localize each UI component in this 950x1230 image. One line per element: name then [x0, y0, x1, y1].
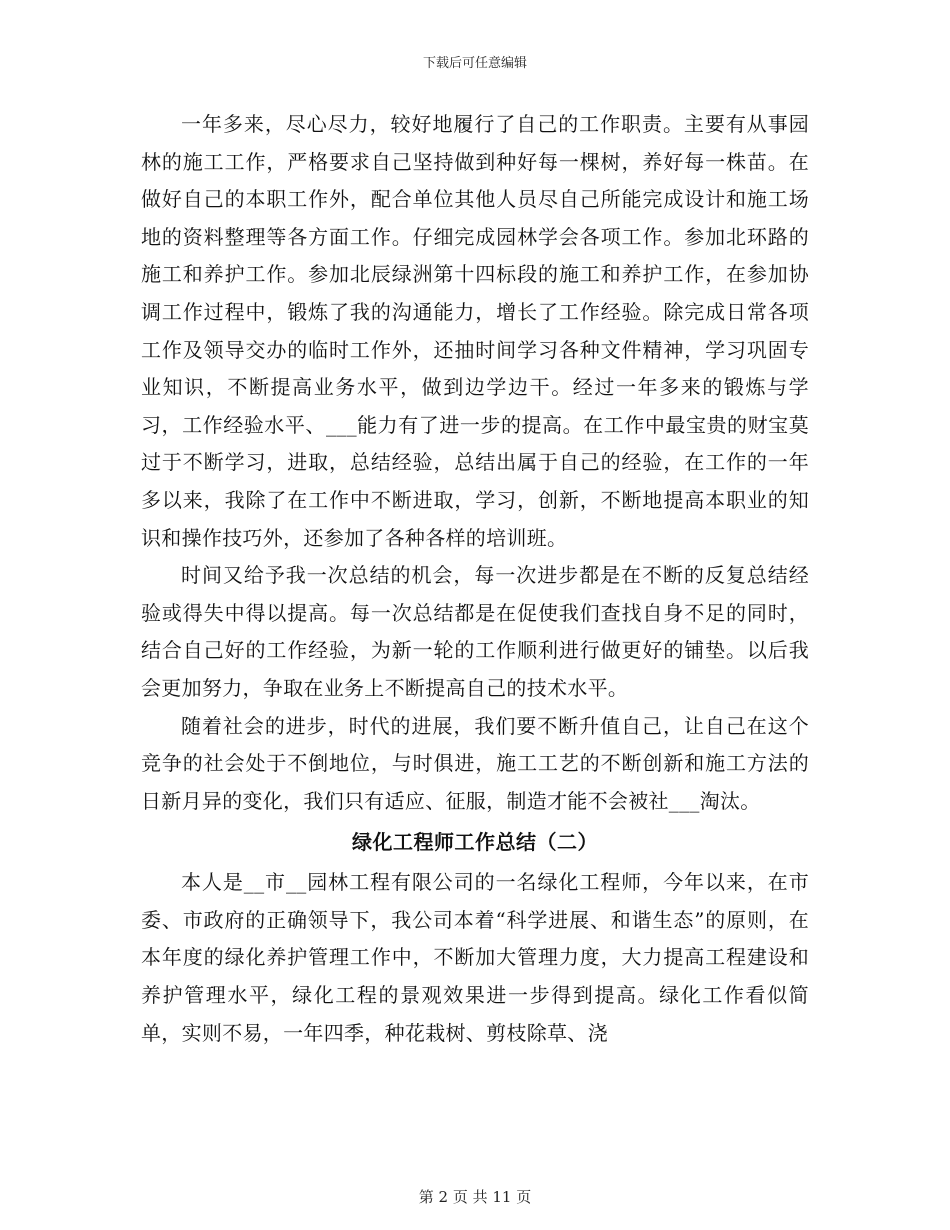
paragraph-2: 时间又给予我一次总结的机会，每一次进步都是在不断的反复总结经验或得失中得以提高。每一次总结都是在促使我们查找自身不足的同时，结合自己好的工作经验，为新一轮的工作顺利进行做更好的铺垫。以后我会更加努力，争取在业务上不断提高自己的技术水平。: [141, 563, 809, 700]
paragraph-3: 随着社会的进步，时代的进展，我们要不断升值自己，让自己在这个竞争的社会处于不倒地位，与时俱进，施工工艺的不断创新和施工方法的日新月异的变化，我们只有适应、征服，制造才能不会被社___淘汰。: [141, 713, 809, 813]
page-header: 下载后可任意编辑: [422, 56, 527, 71]
paragraph-1: 一年多来，尽心尽力，较好地履行了自己的工作职责。主要有从事园林的施工工作，严格要求自己坚持做到种好每一棵树，养好每一株苗。在做好自己的本职工作外，配合单位其他人员尽自己所能完成设计和施工场地的资料整理等各方面工作。仔细完成园林学会各项工作。参加北环路的施工和养护工作。参加北辰绿洲第十四标段的施工和养护工作，在参加协调工作过程中，锻炼了我的沟通能力，增长了工作经验。除完成日常各项工作及领导交办的临时工作外，还抽时间学习各种文件精神，学习巩固专业知识，不断提高业务水平，做到边学边干。经过一年多来的锻炼与学习，工作经验水平、___能力有了进一步的提高。在工作中最宝贵的财宝莫过于不断学习，进取，总结经验，总结出属于自己的经验，在工作的一年多以来，我除了在工作中不断进取，学习，创新，不断地提高本职业的知识和操作技巧外，还参加了各种各样的培训班。: [141, 112, 809, 550]
page-footer: 第 2 页 共 11 页: [418, 1188, 532, 1206]
section-title: 绿化工程师工作总结（二）: [352, 830, 598, 855]
section-paragraph-1: 本人是__市__园林工程有限公司的一名绿化工程师，今年以来，在市委、市政府的正确领导下，我公司本着“科学进展、和谐生态”的原则，在本年度的绿化养护管理工作中，不断加大管理力度，大力提高工程建设和养护管理水平，绿化工程的景观效果进一步得到提高。绿化工作看似简单，实则不易，一年四季，种花栽树、剪枝除草、浇: [141, 870, 809, 1045]
document-body: [141, 106, 809, 1052]
